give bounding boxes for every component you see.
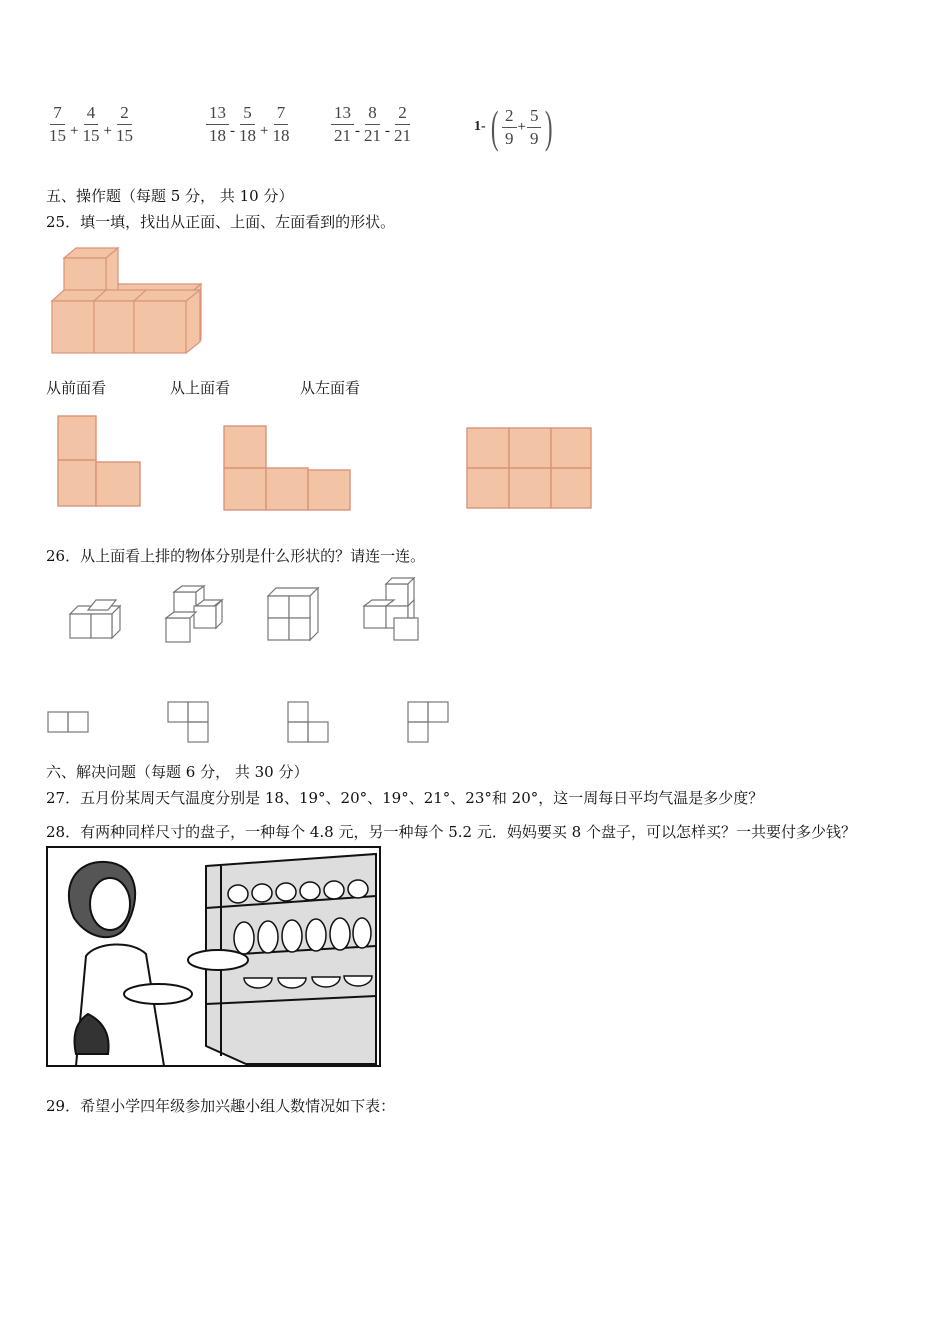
operator: - — [385, 123, 390, 139]
question-27: 27．五月份某周天气温度分别是 18、19°、20°、19°、21°、23°和 20°，这一周每日平均气温是多少度？ — [46, 789, 764, 807]
top-view-shape — [222, 424, 354, 512]
section-six-heading: 六、解决问题（每题 6 分， 共 30 分） — [46, 763, 309, 781]
fraction: $\frac{2}{21}$ — [394, 103, 411, 145]
fraction: $\frac{5}{9}$ — [527, 107, 542, 148]
operator: + — [70, 123, 79, 139]
top-view-label: 从上面看 — [170, 379, 231, 397]
cube-object-3 — [262, 586, 322, 644]
operator: - — [355, 123, 360, 139]
fraction: $\frac{13}{18}$ — [206, 104, 229, 145]
fraction: $\frac{13}{21}$ — [331, 104, 354, 145]
shape-option-2 — [164, 700, 212, 746]
front-view-label: 从前面看 — [46, 379, 107, 397]
left-view-shape — [465, 426, 595, 512]
fraction: $\frac{4}{15}$ — [82, 103, 100, 145]
fraction: $\frac{5}{18}$ — [239, 103, 256, 145]
question-28: 28．有两种同样尺寸的盘子，一种每个 4.8 元，另一种每个 5.2 元．妈妈要买 8 个盘子，可以怎样买？一共要付多少钱？ — [46, 823, 856, 841]
operator: + — [260, 123, 269, 139]
shape-option-1 — [46, 710, 92, 736]
fraction-expression-2 — [206, 104, 292, 145]
question-25: 25．填一填，找出从正面、上面、左面看到的形状。 — [46, 213, 396, 231]
fraction-expression-4 — [474, 101, 557, 152]
cube-object-2 — [160, 584, 226, 646]
fraction-expression-1 — [46, 104, 136, 145]
stacked-cubes-figure — [50, 244, 204, 356]
operator: 1- — [474, 119, 486, 134]
question-26: 26．从上面看上排的物体分别是什么形状的？请连一连。 — [46, 547, 426, 565]
shopping-plates-illustration — [46, 846, 382, 1068]
fraction: $\frac{2}{9}$ — [502, 107, 517, 148]
right-paren: ) — [545, 101, 553, 152]
operator: + — [517, 118, 526, 135]
fraction-expression-3 — [331, 104, 414, 145]
fraction: $\frac{8}{21}$ — [364, 103, 381, 145]
operator: - — [230, 123, 235, 139]
fraction: $\frac{7}{15}$ — [49, 103, 66, 145]
question-29: 29．希望小学四年级参加兴趣小组人数情况如下表： — [46, 1097, 396, 1115]
shape-option-4 — [406, 700, 454, 746]
shape-option-3 — [286, 700, 332, 746]
fraction: $\frac{2}{15}$ — [115, 103, 133, 145]
operator: + — [103, 123, 112, 139]
cube-object-1 — [66, 596, 126, 642]
fraction: $\frac{7}{18}$ — [272, 103, 290, 145]
left-paren: ( — [490, 101, 499, 152]
section-five-heading: 五、操作题（每题 5 分， 共 10 分） — [46, 187, 294, 205]
left-view-label: 从左面看 — [300, 379, 361, 397]
front-view-shape — [56, 414, 144, 510]
cube-object-4 — [356, 576, 426, 644]
